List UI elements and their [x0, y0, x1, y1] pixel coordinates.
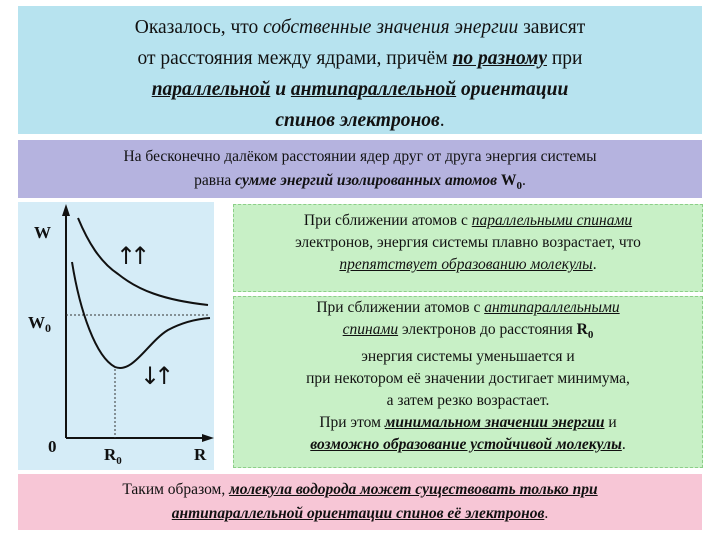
anti-text: При сближении атомов с [316, 299, 485, 316]
energy-graph [18, 202, 214, 470]
parallel-spins-box [233, 204, 703, 292]
parallel-text: . [592, 256, 597, 273]
conclusion-line-1 [18, 478, 702, 502]
anti-emphasis: спинами [342, 321, 399, 338]
conclusion-line-2 [18, 502, 702, 526]
anti-line-5: а затем резко возрастает. [386, 392, 550, 410]
conclusion-emphasis: молекула водорода может существовать только при [229, 481, 598, 498]
anti-text: . [621, 436, 626, 454]
title-text: и [270, 79, 291, 100]
anti-text: При этом [319, 414, 385, 432]
antiparallel-spin-curve [72, 262, 210, 368]
intro-box [18, 140, 702, 198]
conclusion-text: . [544, 505, 549, 522]
title-emphasis: по разному [452, 48, 547, 69]
anti-line-7 [234, 434, 702, 456]
parallel-emphasis: параллельными спинами [471, 212, 633, 229]
title-line-4 [18, 105, 702, 136]
title-emphasis: антипараллельной [290, 79, 457, 100]
y-axis-arrow [62, 204, 70, 216]
r0-subscript: 0 [587, 329, 594, 342]
r0-symbol: R [576, 321, 588, 338]
w0-subscript: 0 [516, 180, 522, 193]
title-line-2 [18, 43, 702, 74]
title-text: при [547, 48, 583, 69]
conclusion-box [18, 474, 702, 530]
parallel-line-3 [234, 254, 702, 276]
antiparallel-spins-box [233, 296, 703, 468]
parallel-line-1 [234, 210, 702, 232]
title-emphasis: ориентации [456, 79, 569, 100]
parallel-spins-icon: ↑↑ [116, 242, 145, 270]
anti-text: электронов до расстояния [398, 321, 577, 338]
anti-line-6 [234, 412, 702, 434]
y-axis-label: W [34, 223, 51, 242]
w0-label: $W_0$ [28, 313, 51, 335]
title-line-1 [18, 12, 702, 43]
parallel-emphasis: препятствует образованию молекулы [339, 256, 593, 273]
title-emphasis: собственные значения энергии [263, 17, 519, 38]
w0-symbol: W [497, 172, 517, 189]
anti-emphasis: возможно образование устойчивой молекулы [310, 436, 622, 454]
intro-emphasis: сумме энергий изолированных атомов [235, 172, 498, 189]
title-box [18, 6, 702, 134]
anti-emphasis: антипараллельными [484, 299, 620, 316]
intro-text: равна [194, 172, 236, 189]
x-axis-arrow [202, 434, 214, 442]
title-text: . [439, 110, 445, 131]
antiparallel-spins-icon: ↓↑ [140, 362, 169, 390]
intro-text: . [521, 172, 526, 189]
anti-line-3: энергия системы уменьшается и [361, 348, 575, 366]
intro-line-2 [18, 169, 702, 198]
r0-label: $R_0$ [104, 445, 122, 467]
anti-line-2 [234, 319, 702, 346]
title-text: зависят [518, 17, 586, 38]
parallel-line-2: электронов, энергия системы плавно возрастает, что [295, 234, 641, 251]
anti-line-1 [234, 297, 702, 319]
conclusion-text: Таким образом, [122, 481, 230, 498]
title-line-3 [18, 74, 702, 105]
title-text: от расстояния между ядрами, причём [137, 48, 453, 69]
title-emphasis: параллельной [151, 79, 271, 100]
conclusion-emphasis: антипараллельной ориентации спинов её электронов [171, 505, 545, 522]
origin-label: 0 [48, 437, 57, 456]
title-text: Оказалось, что [134, 17, 264, 38]
title-emphasis: спинов электронов [275, 110, 440, 131]
anti-text: и [604, 414, 617, 432]
anti-emphasis: минимальном значении энергии [384, 414, 605, 432]
parallel-text: При сближении атомов с [303, 212, 472, 229]
intro-line-1: На бесконечно далёком расстоянии ядер друг от друга энергия системы [123, 148, 597, 165]
anti-line-4: при некотором её значении достигает минимума, [306, 370, 630, 388]
x-axis-label: R [194, 445, 207, 464]
